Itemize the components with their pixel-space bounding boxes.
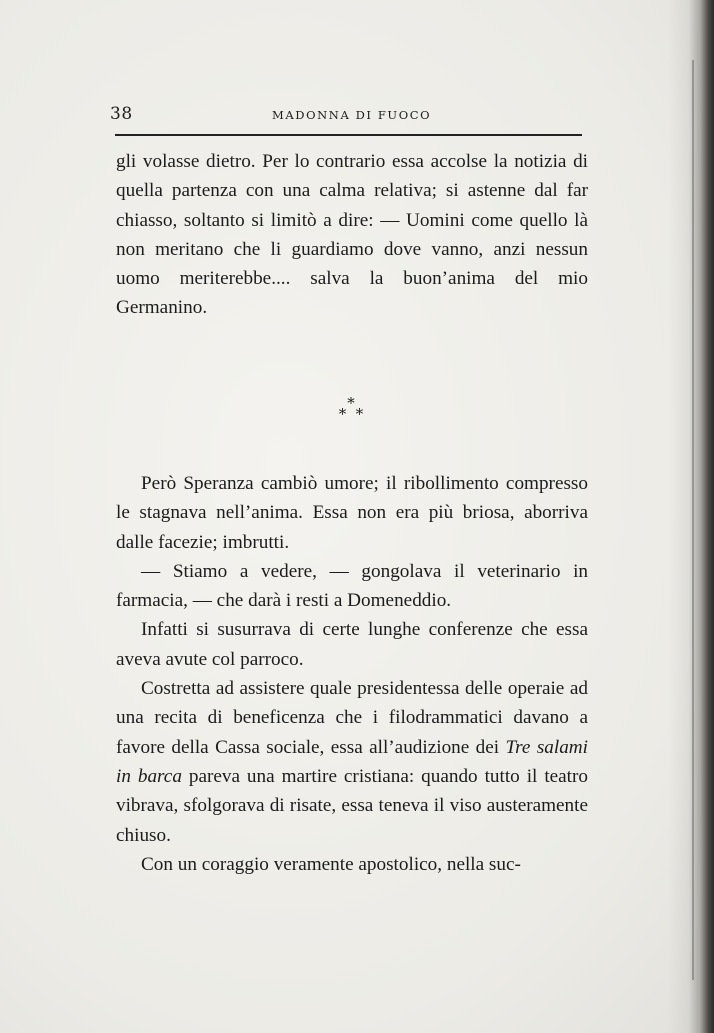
paragraph-text: pareva una martire cristiana: quando tutto il teatro vibrava, sfolgorava di risate, essa teneva il viso austeramente chiuso.: [116, 765, 588, 846]
asterism-star-left: *: [338, 405, 347, 423]
asterism-star-top: *: [347, 394, 355, 412]
paragraph: Con un coraggio veramente apostolico, nella suc-: [141, 853, 521, 875]
play-title: Tre salami in barca: [116, 736, 588, 787]
paragraph-continuation: gli volasse dietro. Per lo contrario essa accolse la notizia di quella partenza con una calma relativa; si astenne dal far chiasso, soltanto si limitò a dire: — Uomini come quello là non meritano che li guardiamo dove vanno, anzi nessun uomo meriterebbe.... salva la buon’anima del mio Germanino.: [116, 151, 588, 319]
binding-edge: [692, 60, 694, 980]
paragraph: Però Speranza cambiò umore; il ribollimento compresso le stagnava nell’anima. Essa non era più briosa, aborriva dalle facezie; imbrutti.: [116, 473, 588, 553]
asterism-stars-bottom: [334, 405, 368, 423]
binding-gutter: [668, 0, 714, 1033]
paragraph: Infatti si susurrava di certe lunghe conferenze che essa aveva avute col parroco.: [116, 619, 588, 670]
header-rule: [115, 134, 582, 136]
running-title: MADONNA DI FUOCO: [272, 108, 432, 122]
page-header: [110, 104, 580, 128]
paragraph: — Stiamo a vedere, — gongolava il veterinario in farmacia, — che darà i resti a Domeneddio.: [116, 560, 588, 612]
page-number: 38: [110, 104, 133, 124]
paragraph: [116, 674, 588, 850]
asterism-star-right: *: [355, 405, 364, 423]
paragraph-text: Costretta ad assistere quale presidentessa delle operaie ad una recita di beneficenza che i filodrammatici davano a favore della Cassa sociale, essa all’audizione dei: [116, 678, 588, 758]
section-break-asterism: [334, 394, 368, 428]
section-two: [116, 469, 588, 879]
